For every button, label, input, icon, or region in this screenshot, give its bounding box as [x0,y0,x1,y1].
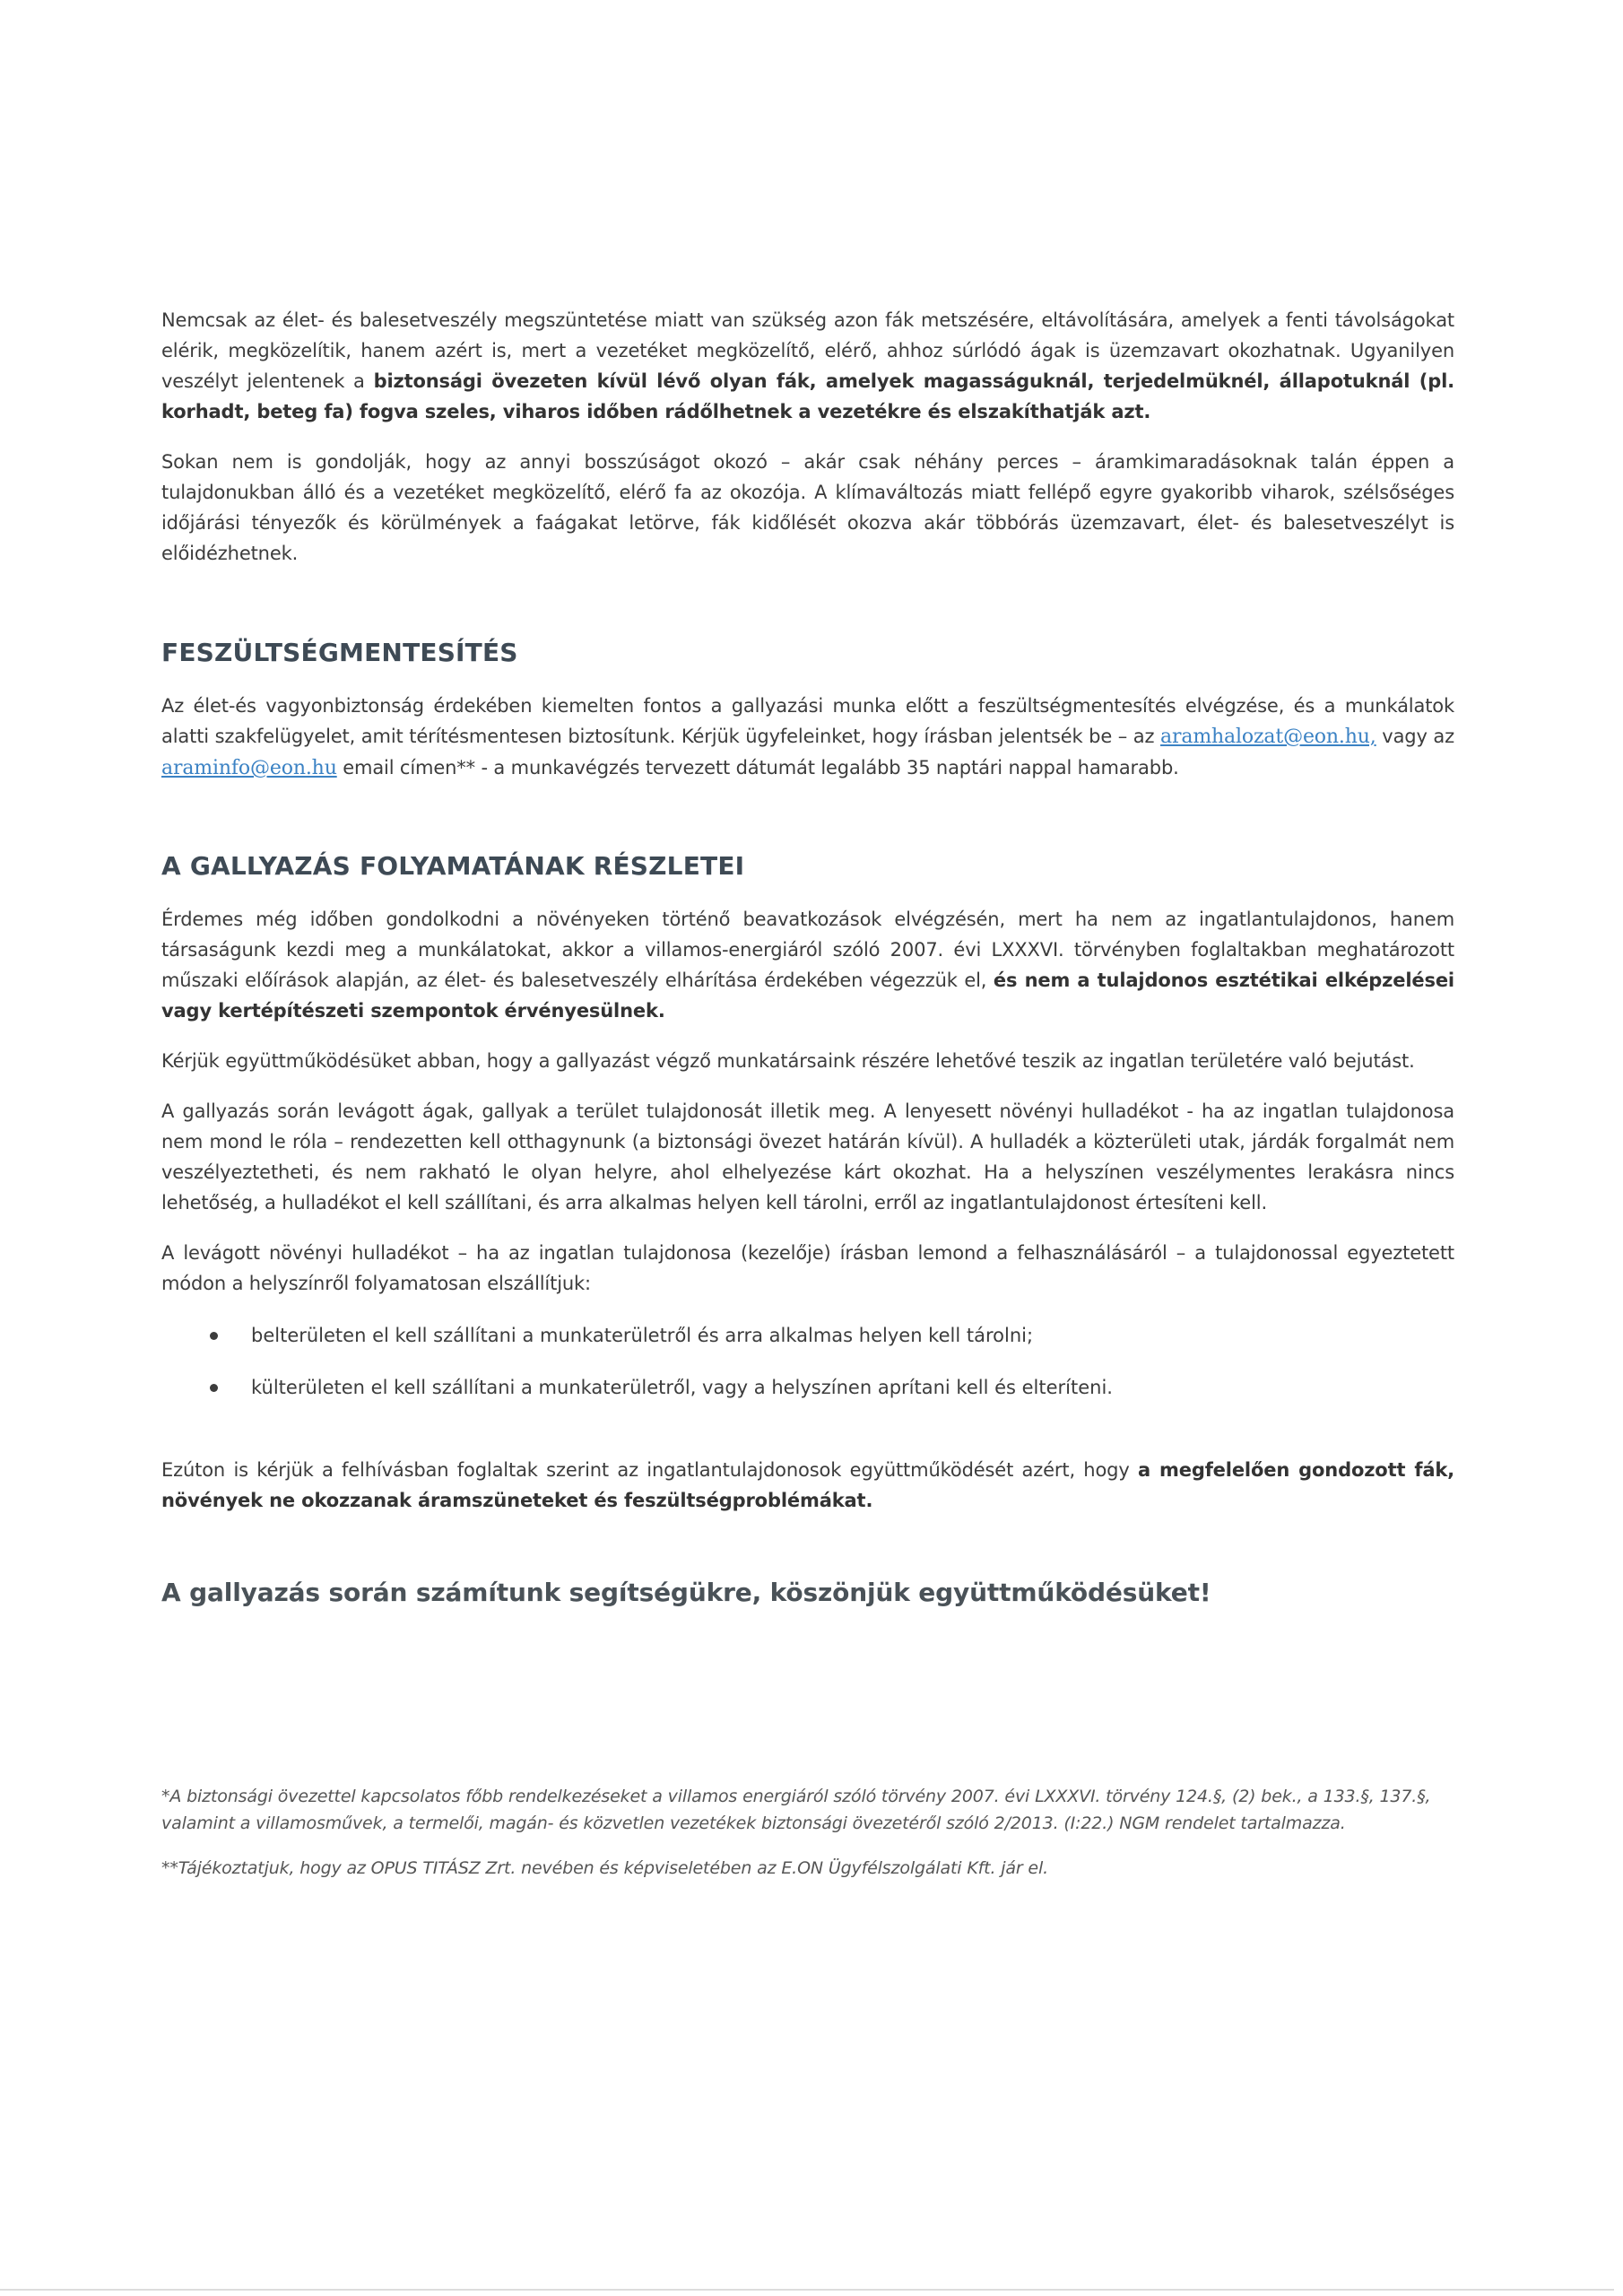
document-page [161,305,1454,1882]
footnote-safety-zone: *A biztonsági övezettel kapcsolatos főbb rendelkezéseket a villamos energiáról szóló törvény 2007. évi LXXXVI. törvény 124.§, (2) bek., a 133.§, 137.§, valamint a villamosművek, a termelői, magán- és közvetlen vezetékek biztonsági övezetéről szóló 2/2013. (I:22.) NGM rendelet tartalmazza. [161,1787,1431,1833]
list-item-text: belterületen el kell szállítani a munkaterületről és arra alkalmas helyen kell tárolni; [251,1325,1034,1346]
footnote-representation: **Tájékoztatjuk, hogy az OPUS TITÁSZ Zrt. nevében és képviseletében az E.ON Ügyfélszolgálati Kft. jár el. [161,1858,1048,1878]
paragraph-bold-text: és nem a tulajdonos esztétikai elképzelései vagy kertépítészeti szempontok érvényesülnek. [161,970,1454,1022]
paragraph-text: Érdemes még időben gondolkodni a növényeken történő beavatkozások elvégzésén, mert ha nem az ingatlantulajdonos, hanem társaságunk kezdi meg a munkálatokat, akkor a villamos-energiáról szóló 2007. évi LXXXVI. törvényben foglaltakban meghatározott műszaki előírások alapján, az élet- és balesetveszély elhárítása érdekében végezzük el, [161,909,1454,991]
list-item [161,1320,1454,1351]
paragraph-outage-cause: Sokan nem is gondolják, hogy az annyi bosszúságot okozó – akár csak néhány perces – áramkimaradásoknak talán éppen a tulajdonukban álló és a vezetéket megközelítő, elérő fa az okozója. A klímaváltozás miatt fellépő egyre gyakoribb viharok, szélsőséges időjárási tényezők és körülmények a faágakat letörve, fák kidőlését okozva akár többórás üzemzavart, élet- és balesetveszélyt is előidézhetnek. [161,451,1454,564]
paragraph-access-request: Kérjük együttműködésüket abban, hogy a gallyazást végző munkatársaink részére lehetővé teszik az ingatlan területére való bejutást. [161,1050,1415,1072]
paragraph-bold-text: biztonsági övezeten kívül lévő olyan fák, amelyek magasságuknál, terjedelmüknél, állapotuknál (pl. korhadt, beteg fa) fogva szeles, viharos időben rádőlhetnek a vezetékre és elszakíthatják azt. [161,370,1454,422]
paragraph-pruning-timing [161,904,1454,1026]
paragraph-waste-removal: A levágott növényi hulladékot – ha az ingatlan tulajdonosa (kezelője) írásban lemond a felhasználásáról – a tulajdonossal egyeztetett módon a helyszínről folyamatosan elszállítjuk: [161,1242,1454,1294]
scan-edge-line [0,2289,1614,2291]
bullet-icon [210,1384,218,1392]
paragraph-tree-hazard [161,305,1454,427]
paragraph-text: Az élet-és vagyonbiztonság érdekében kiemelten fontos a gallyazási munka előtt a feszültségmentesítés elvégzése, és a munkálatok alatti szakfelügyelet, amit térítésmentesen biztosítunk. Kérjük ügyfeleinket, hogy írásban jelentsék be – az [161,695,1454,747]
paragraph-appeal [161,1455,1454,1516]
section-heading-deenergizing: FESZÜLTSÉGMENTESÍTÉS [161,638,518,667]
section-heading-pruning-process: A GALLYAZÁS FOLYAMATÁNAK RÉSZLETEI [161,851,745,881]
paragraph-bold-text: a megfelelően gondozott fák, növények ne okozzanak áramszüneteket és feszültségproblémákat. [161,1459,1454,1511]
paragraph-text: email címen** - a munkavégzés tervezett dátumát legalább 35 naptári nappal hamarabb. [336,757,1179,778]
list-item [161,1372,1454,1403]
paragraph-deenergizing [161,691,1454,784]
paragraph-text: Nemcsak az élet- és balesetveszély megszüntetése miatt van szükség azon fák metszésére, eltávolítására, amelyek a fenti távolságokat elérik, megközelítik, hanem azért is, mert a vezetéket megközelítő, elérő, ahhoz súrlódó ágak is üzemzavart okozhatnak. Ugyanilyen veszélyt jelentenek a [161,309,1454,392]
email-link-aramhalozat[interactable]: aramhalozat@eon.hu, [1160,726,1376,748]
email-link-araminfo[interactable]: araminfo@eon.hu [161,757,337,779]
waste-removal-list [161,1320,1454,1403]
closing-statement: A gallyazás során számítunk segítségükre, köszönjük együttműködésüket! [161,1578,1211,1607]
paragraph-text: vagy az [1376,726,1454,747]
paragraph-cut-branches: A gallyazás során levágott ágak, gallyak a terület tulajdonosát illetik meg. A lenyesett növényi hulladékot - ha az ingatlan tulajdonosa nem mond le róla – rendezetten kell otthagynunk (a biztonsági övezet határán kívül). A hulladék a közterületi utak, járdák forgalmát nem veszélyeztetheti, és nem rakható le olyan helyre, ahol elhelyezése kárt okozhat. Ha a helyszínen veszélymentes lerakásra nincs lehetőség, a hulladékot el kell szállítani, és arra alkalmas helyen kell tárolni, erről az ingatlantulajdonost értesíteni kell. [161,1100,1454,1213]
bullet-icon [210,1332,218,1340]
list-item-text: külterületen el kell szállítani a munkaterületről, vagy a helyszínen aprítani kell és elteríteni. [251,1377,1113,1398]
paragraph-text: Ezúton is kérjük a felhívásban foglaltak szerint az ingatlantulajdonosok együttműködését azért, hogy [161,1459,1138,1481]
